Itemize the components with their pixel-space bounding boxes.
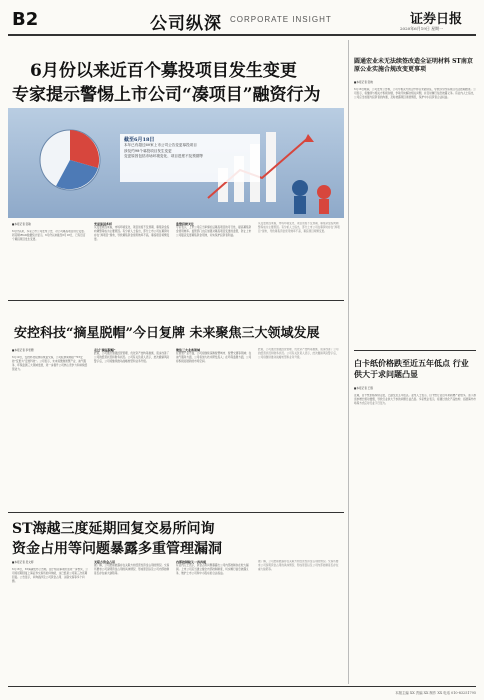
info-box-heading: 截至6月18日 (124, 137, 155, 143)
article3-subhead-1: 关联方资金占用 (94, 560, 116, 564)
lead-body-3: 从变更原因来看，市场环境变化、项目进度不及预期、募集资金投向调整等成为主要原因。有分析人士指出，部分上市公司在募资时存在“凑项目”现象，导致募集资金使用效率不高，募投项目频繁变更。 (258, 222, 340, 234)
article2-col-2: 走过“摘星脱帽” 此前，公司通过加强经营管理、优化资产结构等措施，逐步改善了公司的经营状况和财务状况。公司有关负责人表示，此次撤销风险警示后，公司将继续推动战略转型和业务升级。 (94, 348, 170, 364)
right-column (354, 40, 476, 684)
right-box-rule (354, 350, 476, 351)
section-subtitle: CORPORATE INSIGHT (230, 15, 332, 24)
article2-col-3: 聚焦三大业务领域 在智慧产业方面，公司将继续深耕智慧城市、智慧交通等领域；在油气服务方面，公司将加大技术研发投入；在环保监测方面，公司将积极拓展新的市场空间。 (176, 348, 252, 364)
lead-body-col-1 (12, 230, 88, 298)
right-article-body: 6月18日晚间，公司发布公告称，公司与相关方的合作协议未能续签，导致部分改造项目无法按期推进。公司表示，将继续与相关方积极沟通，争取尽快解决相关问题，并及时履行信息披露义务。有业内人士指出，公司应当加强与投资者的沟通，及时披露项目进展情况，保护中小投资者合法权益。 (354, 88, 476, 100)
column-divider (348, 40, 349, 684)
footer-rule (8, 686, 476, 687)
right-article-author: ■本报记者 张晓 (354, 81, 373, 84)
lead-body-col-4 (258, 222, 340, 298)
article3-author: ■本报记者 吴文婷 (12, 561, 34, 564)
article3-headline-1: ST海越三度延期回复交易所问询 (12, 521, 215, 537)
article3-col-2: 关联方资金占用 据了解，公司此前披露存在关联方非经营性资金占用的情况。交易所要求公司说明资金占用的具体情况、形成原因以及公司内部控制是否存在重大缺陷等。 (94, 560, 170, 576)
lead-body-col-2 (94, 222, 170, 298)
header-rule (8, 34, 476, 36)
article2-col-4: 此前，公司通过加强经营管理、优化资产结构等措施，逐步改善了公司的经营状况和财务状况。公司有关负责人表示，此次撤销风险警示后，公司将继续推动战略转型和业务升级。 (258, 348, 339, 360)
right-article-title: 圆通宏业未无法续签改造全证明材料 ST南京原公业实施合规改变更事项 (354, 58, 473, 73)
article2-col-1: 6月19日，安控科技股票将恢复交易，公司股票简称由“*ST安控”变更为“安控科技”。公司表示，未来将聚焦智慧产业、油气服务、环保监测三大领域发展，进一步提升公司核心竞争力和持续经营能力。 (12, 356, 88, 372)
article2-headline: 安控科技“摘星脱帽”今日复牌 未来聚焦三大领域发展 (14, 326, 320, 341)
lead-body-2: 专家表示，上市公司应当审慎论证募投项目的可行性，提高募集资金使用效率。监管部门也应加强对募投项目变更的监管，防止上市公司随意变更募集资金用途，切实保护投资者利益。 (176, 226, 252, 238)
right-box-author: ■本报记者 王僖 (354, 387, 373, 390)
article-st-haiyue (8, 512, 344, 684)
lead-body-col-3 (176, 222, 252, 298)
right-box-body: 近期，白卡纸价格持续走低，已跌至近五年低点。业内人士表示，白卡纸行业近年来新增产能较多，而下游需求增长相对缓慢，导致行业供大于求的问题日益凸显。多家纸企表示，将通过优化产品结构、拓展海外市场等方式应对行业下行压力。 (354, 394, 476, 406)
lead-headline-1: 6月份以来近百个募投项目发生变更 (30, 61, 297, 81)
lead-illustration (8, 108, 344, 218)
lead-intro: 6月份以来，多家上市公司发布公告，对公司募投项目进行变更。同花顺iFinD数据统计显示，6月份以来截至6月18日，已有近百个募投项目发生变更。 (12, 230, 87, 242)
section-title: 公司纵深 (150, 14, 222, 34)
article2-subhead-1: 走过“摘星脱帽” (94, 348, 116, 352)
right-box-title: 白卡纸价格跌至近五年低点 行业供大于求问题凸显 (354, 358, 469, 379)
info-box-line-2: 涉及约98个募投项目发生变更 (124, 148, 172, 153)
article3-col-3: 内部控制缺失一再再现 有业内人士表示，资金占用问题暴露出公司内部控制存在较大漏洞。上市公司应当建立健全内部控制制度，切实履行信息披露义务，维护上市公司和中小股东的合法权益。 (176, 560, 252, 682)
lead-author: ■本报记者 张敏 (12, 223, 31, 226)
paper-name: 证券日报 (410, 12, 463, 27)
article3-col-4: 据了解，公司此前披露存在关联方非经营性资金占用的情况。交易所要求公司说明资金占用的具体情况、形成原因以及公司内部控制是否存在重大缺陷等。 (258, 560, 339, 572)
lead-subhead-2: 监管持续关注 (176, 222, 195, 226)
page-code: B2 (12, 9, 39, 30)
lead-headline-2: 专家提示警惕上市公司“凑项目”融资行为 (12, 85, 321, 105)
lead-article (8, 40, 344, 300)
date-line: 2020年6月19日 星期一 (400, 26, 444, 31)
info-box-line-3: 变更原因包括市场环境变化、项目进度不及预期等 (124, 154, 204, 158)
lead-subhead-1: 变更原因多样 (94, 222, 113, 226)
article3-headline-2: 资金占用等问题暴露多重管理漏洞 (12, 541, 222, 557)
page-header (0, 0, 484, 38)
article2-author: ■本报记者 李雯珊 (12, 349, 34, 352)
info-box (120, 134, 260, 182)
article3-col-1: 6月18日，ST海越发布公告称，由于相关事项仍需进一步核实，公司将延期回复上海证券交易所的问询函，这已经是公司第三次延期回复。公告显示，问询函涉及公司资金占用、关联交易等多个问题。 (12, 568, 88, 584)
lead-body-1: 从变更原因来看，市场环境变化、项目进度不及预期、募集资金投向调整等成为主要原因。有分析人士指出，部分上市公司在募资时存在“凑项目”现象，导致募集资金使用效率不高，募投项目频繁变更。 (94, 226, 170, 242)
article-anke (8, 300, 344, 510)
article2-subhead-2: 聚焦三大业务领域 (176, 348, 201, 352)
info-box-line-1: 本年已有超过60家上市公司公告变更募投项目 (124, 143, 197, 147)
article3-subhead-2: 内部控制缺失一再再现 (176, 560, 207, 564)
footer-line: 本版主编 XX 责编 XX 制作 XX 电话 010-83251795 (395, 691, 476, 695)
